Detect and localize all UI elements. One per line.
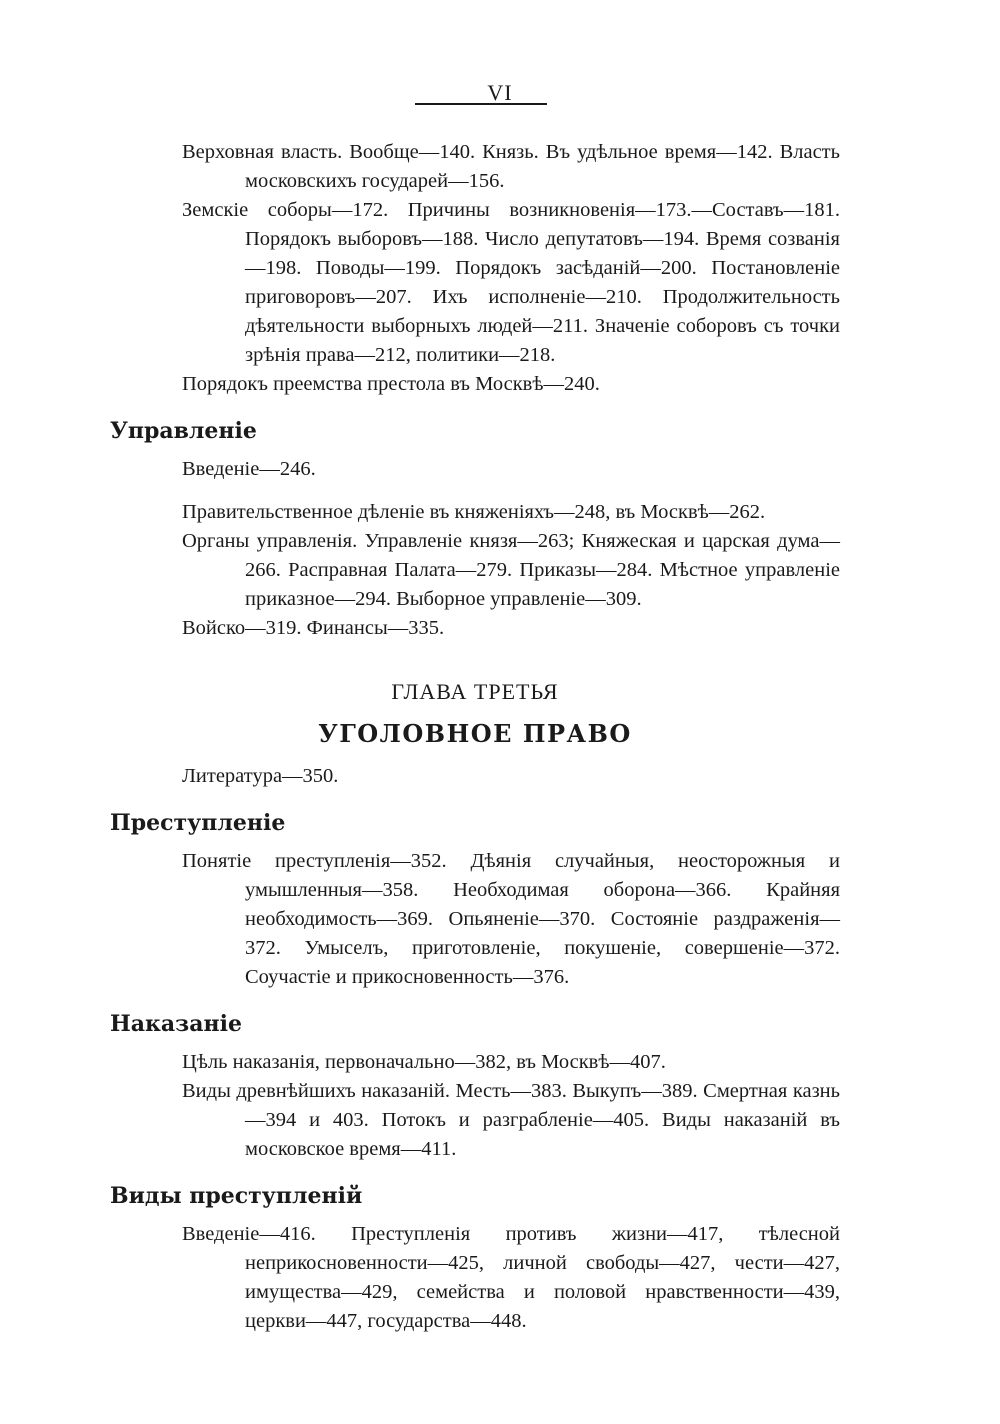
page-number: VI [487,80,513,105]
section-heading-nakazanie: Наказаніе [110,1011,242,1037]
toc-entry-succession: Порядокъ преемства престола въ Москвѣ—240. [182,373,600,395]
toc-entry-government-division: Правительственное дѣленіе въ княженіяхъ—248, въ Москвѣ—262. [182,501,766,523]
page-number-rule [415,103,547,105]
section-heading-prestuplenie: Преступленіе [110,810,286,836]
chapter-title: ГЛАВА ТРЕТЬЯ [391,679,559,704]
toc-entry-literature: Литература—350. [182,765,339,787]
toc-content [110,138,840,1336]
toc-entry-upravlenie-intro: Введеніе—246. [182,458,316,480]
toc-entry-purpose-of-punishment: Цѣль наказанія, первоначально—382, въ Москвѣ—407. [182,1051,666,1073]
chapter-subtitle: УГОЛОВНОЕ ПРАВО [318,719,632,748]
toc-entry-organs-of-government: Органы управленія. Управленіе князя—263; Княжеская и царская дума—266. Расправная Палата—279. Приказы—284. Мѣстное управленіе приказное—294. Выборное управленіе—309. [182,530,840,610]
toc-entry-zemsky-sobors: Земскіе соборы—172. Причины возникновенія—173.—Составъ—181. Порядокъ выборовъ—188. Число депутатовъ—194. Время созванія—198. Поводы—199. Порядокъ засѣданій—200. Постановленіе приговоровъ—207. Ихъ исполненіе—210. Продолжительность дѣятельности выборныхъ людей—211. Значеніе соборовъ съ точки зрѣнія права—212, политики—218. [182,199,840,366]
toc-entry-concept-of-crime: Понятіе преступленія—352. Дѣянія случайныя, неосторожныя и умышленныя—358. Необходимая оборона—366. Крайняя необходимость—369. Опьяненіе—370. Состояніе раздраженія—372. Умыселъ, приготовленіе, покушеніе, совершеніе—372. Соучастіе и прикосновенность—376. [182,850,840,988]
section-heading-upravlenie: Управленіе [110,418,257,444]
toc-entry-supreme-power: Верховная власть. Вообще—140. Князь. Въ удѣльное время—142. Власть московскихъ государей—156. [182,141,840,192]
toc-entry-kinds-of-crimes: Введеніе—416. Преступленія противъ жизни—417, тѣлесной неприкосновенности—425, личной свободы—427, чести—427, имущества—429, семейства и половой нравственности—439, церкви—447, государства—448. [182,1223,840,1332]
toc-entry-army-finances: Войско—319. Финансы—335. [182,617,445,639]
section-heading-vidy-prestupleniy: Виды преступленій [110,1183,363,1209]
toc-entry-kinds-of-punishment: Виды древнѣйшихъ наказаній. Месть—383. Выкупъ—389. Смертная казнь—394 и 403. Потокъ и разграбленіе—405. Виды наказаній въ московское время—411. [182,1080,840,1160]
